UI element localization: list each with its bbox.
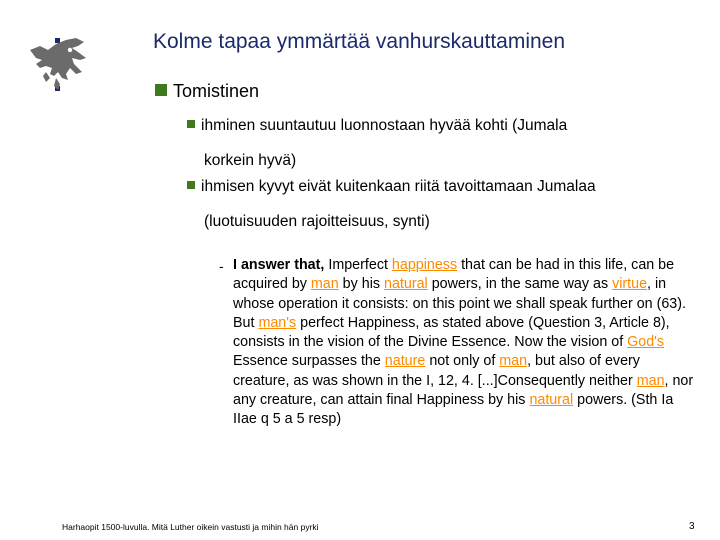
link-gods[interactable]: God's xyxy=(627,334,665,351)
bullet-level2-item xyxy=(187,177,687,231)
quote-text: , in whose operation it consists: on this point we shall speak further on (63). But xyxy=(233,276,686,331)
quote-paragraph xyxy=(233,256,695,430)
quote-text: not only of xyxy=(425,353,500,370)
bullet-text-line2: korkein hyvä) xyxy=(204,152,297,169)
link-natural[interactable]: natural xyxy=(529,392,574,409)
link-happiness[interactable]: happiness xyxy=(391,257,458,273)
bullet-level1-label: Tomistinen xyxy=(173,81,260,101)
slide-title: Kolme tapaa ymmärtää vanhurskauttaminen xyxy=(153,30,566,53)
bullet-text-line1: ihminen suuntautuu luonnostaan hyvää kohti (Jumala xyxy=(201,117,568,134)
link-virtue[interactable]: virtue xyxy=(612,276,648,293)
quote-dash: - xyxy=(219,258,224,274)
link-man[interactable]: man xyxy=(499,353,528,370)
bullet-text-line2: (luotuisuuden rajoitteisuus, synti) xyxy=(204,213,430,230)
page-number: 3 xyxy=(689,521,695,532)
slide-footer: Harhaopit 1500-luvulla. Mitä Luther oikein vastusti ja mihin hän pyrki xyxy=(62,522,319,532)
link-man[interactable]: man xyxy=(310,276,339,293)
link-natural[interactable]: natural xyxy=(384,276,428,293)
quote-text: Essence surpasses the xyxy=(233,353,385,370)
bullet-level2-item xyxy=(187,116,667,170)
link-nature[interactable]: nature xyxy=(384,353,426,370)
university-logo-icon xyxy=(26,28,88,100)
quote-text: , but also of every creature, as was shown in the I, 12, 4. [...]Consequently neither xyxy=(233,353,640,389)
quote-text: by his xyxy=(338,276,384,293)
quote-text: that can be had in this life, can be acquired by xyxy=(233,257,675,293)
link-mans[interactable]: man's xyxy=(258,314,297,331)
square-bullet-icon xyxy=(155,84,167,96)
link-man[interactable]: man xyxy=(636,372,665,389)
quote-text: , nor any creature, can attain final Happiness by his xyxy=(233,372,694,409)
square-bullet-icon xyxy=(187,181,195,189)
quote-lead: I answer that, xyxy=(233,257,325,273)
quote-text: perfect Happiness, as stated above (Question 3, Article 8), consists in the vision of the Divine Essence. Now the vision of xyxy=(233,314,670,351)
quote-text: powers. (Sth Ia IIae q 5 a 5 resp) xyxy=(233,392,674,428)
bullet-text-line1: ihmisen kyvyt eivät kuitenkaan riitä tavoittamaan Jumalaa xyxy=(201,178,596,195)
quote-text: powers, in the same way as xyxy=(427,276,613,293)
bullet-level1 xyxy=(155,81,259,102)
square-bullet-icon xyxy=(187,120,195,128)
quote-text: Imperfect xyxy=(324,257,392,273)
